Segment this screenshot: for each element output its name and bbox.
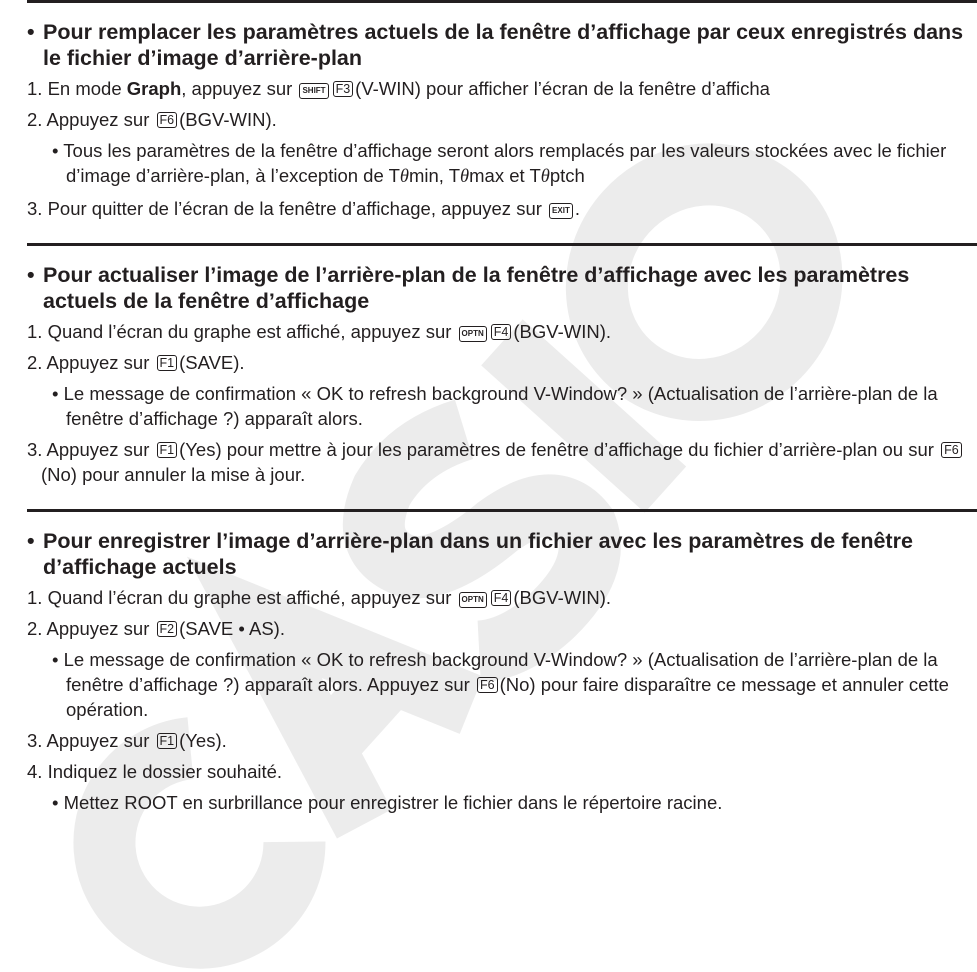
text: (BGV-WIN). — [513, 321, 612, 342]
theta-symbol: θ — [540, 167, 550, 187]
section-save-background — [27, 509, 977, 815]
text: (Yes). — [179, 730, 227, 751]
text: (SAVE). — [179, 352, 245, 373]
step-item — [27, 76, 977, 101]
heading-text: Pour actualiser l’image de l’arrière-plan de la fenêtre d’affichage avec les paramètres actuels de la fenêtre d’affichage — [43, 263, 910, 313]
step-item — [27, 196, 977, 221]
text: (BGV-WIN). — [513, 587, 612, 608]
text: 2. Appuyez sur — [27, 352, 155, 373]
text: (BGV-WIN). — [179, 109, 277, 130]
step-item — [27, 759, 977, 784]
step-item — [27, 107, 977, 132]
text: • Le message de confirmation « OK to refresh background V-Window? » (Actualisation de l’arrière-plan de la fenêtre d’affichage ?) apparaît alors. — [52, 383, 938, 429]
bullet-icon: • — [27, 263, 35, 287]
text: 2. Appuyez sur — [27, 618, 155, 639]
theta-symbol: θ — [399, 167, 409, 187]
key-exit-icon: EXIT — [549, 203, 573, 219]
bullet-note-text — [52, 790, 977, 815]
bullet-icon: • — [27, 20, 35, 44]
text: (No) pour annuler la mise à jour. — [41, 464, 306, 485]
text: 1. En mode — [27, 78, 127, 99]
text: 1. Quand l’écran du graphe est affiché, appuyez sur — [27, 321, 457, 342]
key-f1-icon: F1 — [157, 733, 178, 749]
step-item — [27, 437, 977, 487]
section-heading — [27, 19, 977, 71]
text: max et T — [469, 165, 541, 186]
key-shift-icon: SHIFT — [299, 83, 328, 99]
bullet-note — [27, 381, 977, 431]
key-f4-icon: F4 — [491, 590, 512, 606]
key-f3-icon: F3 — [333, 81, 354, 97]
theta-symbol: θ — [460, 167, 470, 187]
bold-text: Graph — [126, 78, 182, 99]
heading-text: Pour remplacer les paramètres actuels de la fenêtre d’affichage par ceux enregistrés dans le fichier d’image d’arrière-plan — [43, 20, 964, 70]
text: , appuyez sur — [181, 78, 298, 99]
section-divider — [27, 0, 977, 3]
text: (V-WIN) pour afficher l’écran de la fenêtre d’afficha — [355, 78, 770, 99]
key-f6-icon: F6 — [157, 112, 178, 128]
step-item — [27, 585, 977, 610]
text: 1. Quand l’écran du graphe est affiché, appuyez sur — [27, 587, 457, 608]
text: 3. Appuyez sur — [27, 730, 155, 751]
section-refresh-background — [27, 243, 977, 487]
section-divider — [27, 509, 977, 512]
text: (Yes) pour mettre à jour les paramètres de fenêtre d’affichage du fichier d’arrière-plan ou sur — [179, 439, 940, 460]
text: 3. Appuyez sur — [27, 439, 155, 460]
section-divider — [27, 243, 977, 246]
key-f1-icon: F1 — [157, 355, 178, 371]
step-item — [27, 616, 977, 641]
text: ptch — [549, 165, 585, 186]
bullet-note-text — [52, 381, 977, 431]
section-replace-vwin — [27, 0, 977, 221]
step-item — [27, 319, 977, 344]
text: 4. Indiquez le dossier souhaité. — [27, 761, 283, 782]
heading-text: Pour enregistrer l’image d’arrière-plan dans un fichier avec les paramètres de fenêtre d’affichage actuels — [43, 529, 913, 579]
step-item — [27, 728, 977, 753]
text: • Mettez ROOT en surbrillance pour enregistrer le fichier dans le répertoire racine. — [52, 792, 723, 813]
text: • Tous les paramètres de la fenêtre d’affichage seront alors remplacés par les valeurs stockées avec le fichier d’image d’arrière-plan, à l’exception de T — [52, 140, 947, 186]
text: (No) pour faire disparaître ce message et annuler cette opération. — [66, 674, 949, 720]
key-f6-icon: F6 — [941, 442, 962, 458]
key-f6-icon: F6 — [477, 677, 498, 693]
text: 3. Pour quitter de l’écran de la fenêtre d’affichage, appuyez sur — [27, 198, 548, 219]
key-optn-icon: OPTN — [459, 592, 487, 608]
step-item — [27, 350, 977, 375]
bullet-note-text — [52, 138, 977, 190]
text: 2. Appuyez sur — [27, 109, 155, 130]
text: (SAVE • AS). — [179, 618, 285, 639]
key-f4-icon: F4 — [491, 324, 512, 340]
key-f2-icon: F2 — [157, 621, 178, 637]
bullet-note-text — [52, 647, 977, 722]
key-f1-icon: F1 — [157, 442, 178, 458]
bullet-note — [27, 647, 977, 722]
bullet-note — [27, 138, 977, 190]
key-optn-icon: OPTN — [459, 326, 487, 342]
text: • Le message de confirmation « OK to refresh background V-Window? » (Actualisation de l’arrière-plan de la fenêtre d’affichage ?) apparaît alors. Appuyez sur — [52, 649, 938, 695]
bullet-icon: • — [27, 529, 35, 553]
bullet-note — [27, 790, 977, 815]
text: . — [574, 198, 580, 219]
text: min, T — [408, 165, 461, 186]
section-heading — [27, 528, 977, 580]
section-heading — [27, 262, 977, 314]
